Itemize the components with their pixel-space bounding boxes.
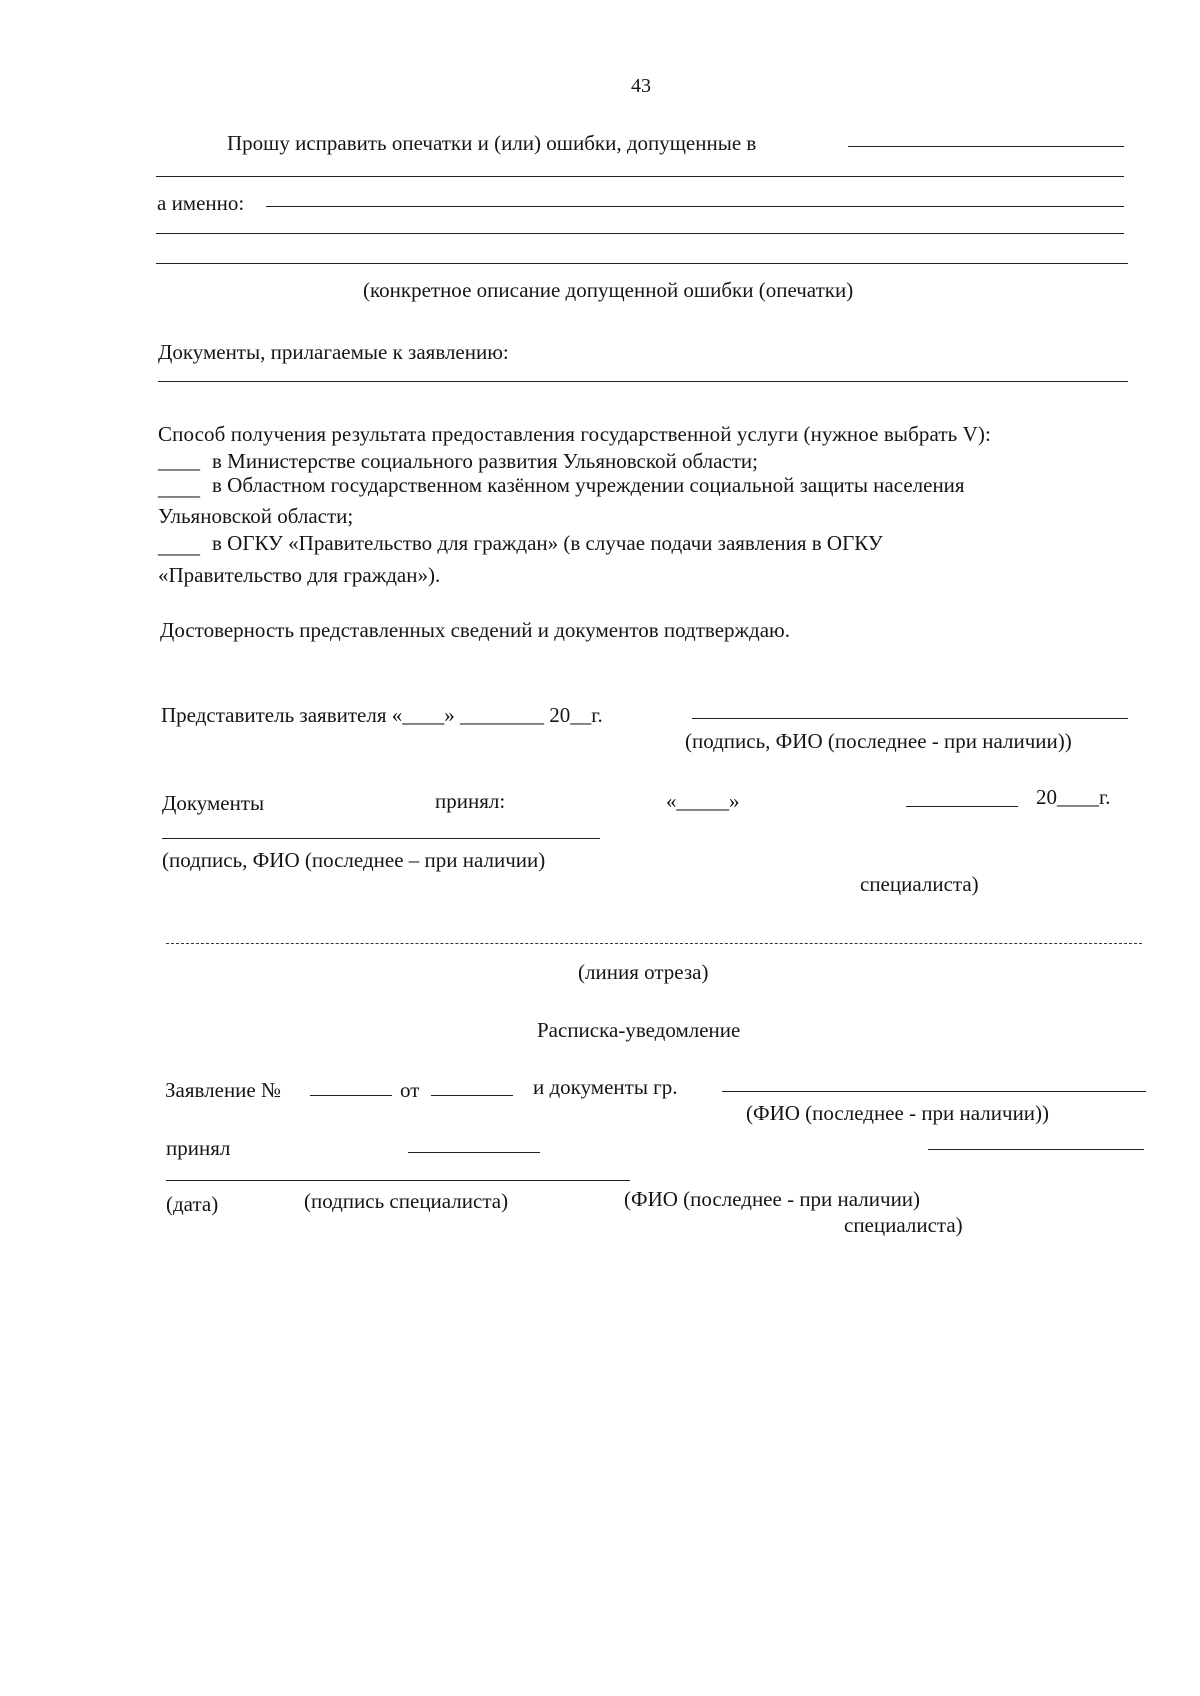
- receipt-accepted-date-line: [166, 1180, 630, 1181]
- docs-accepted-year: 20____г.: [1036, 785, 1111, 809]
- receipt-title: Расписка-уведомление: [537, 1018, 741, 1042]
- error-description-caption: (конкретное описание допущенной ошибки (опечатки): [363, 278, 854, 302]
- docs-accepted-caption-left: (подпись, ФИО (последнее – при наличии): [162, 848, 546, 872]
- cut-line: [166, 943, 1142, 944]
- option-2-text: в Областном государственном казённом учреждении социальной защиты населения: [212, 473, 965, 497]
- receipt-docs-label: и документы гр.: [533, 1075, 678, 1099]
- request-blank-line-2: [156, 176, 1124, 177]
- receipt-fio-caption: (ФИО (последнее - при наличии)): [746, 1101, 1050, 1125]
- representative-signature-line: [692, 718, 1128, 719]
- receipt-from-date-line: [431, 1095, 513, 1096]
- receipt-signature-caption: (подпись специалиста): [304, 1189, 509, 1213]
- receipt-method-heading: Способ получения результата предоставления государственной услуги (нужное выбрать V):: [158, 422, 991, 446]
- docs-accepted-word: Документы: [162, 791, 265, 815]
- option-1-text: в Министерстве социального развития Ульяновской области;: [212, 449, 758, 473]
- request-blank-line-1: [848, 146, 1124, 147]
- namely-label: а именно:: [157, 191, 245, 215]
- option-3-blank: ____: [158, 534, 200, 558]
- option-3-text-cont: «Правительство для граждан»).: [158, 563, 441, 587]
- docs-accepted-verb: принял:: [435, 789, 506, 813]
- option-3-text: в ОГКУ «Правительство для граждан» (в случае подачи заявления в ОГКУ: [212, 531, 883, 555]
- receipt-fio-line: [722, 1091, 1146, 1092]
- receipt-application-number-line: [310, 1095, 392, 1096]
- namely-blank-line-2: [156, 233, 1124, 234]
- receipt-accepted-sign-line: [408, 1152, 540, 1153]
- attached-docs-label: Документы, прилагаемые к заявлению:: [158, 340, 509, 364]
- confirmation-text: Достоверность представленных сведений и документов подтверждаю.: [160, 618, 790, 642]
- attached-docs-blank-line: [158, 381, 1128, 382]
- receipt-date-caption: (дата): [166, 1192, 219, 1216]
- namely-blank-line-1: [266, 206, 1124, 207]
- namely-blank-line-3: [156, 263, 1128, 264]
- option-1-blank: ____: [158, 449, 200, 473]
- option-2-blank: ____: [158, 476, 200, 500]
- representative-caption: (подпись, ФИО (последнее - при наличии)): [685, 729, 1072, 753]
- page-number: 43: [631, 75, 651, 97]
- receipt-from-label: от: [400, 1078, 420, 1102]
- receipt-accepted-fio-line: [928, 1149, 1144, 1150]
- receipt-accepted-label: принял: [166, 1136, 231, 1160]
- cut-line-caption: (линия отреза): [578, 960, 709, 984]
- representative-label: Представитель заявителя «____» ________ 20__г.: [161, 703, 603, 727]
- receipt-specialist-fio-caption: (ФИО (последнее - при наличии): [624, 1187, 921, 1211]
- request-intro: Прошу исправить опечатки и (или) ошибки, допущенные в: [227, 131, 757, 155]
- receipt-application-label: Заявление №: [165, 1078, 282, 1102]
- docs-accepted-signature-line: [162, 838, 600, 839]
- docs-accepted-date-quotes: «_____»: [666, 789, 740, 813]
- option-2-text-cont: Ульяновской области;: [158, 504, 354, 528]
- docs-accepted-caption-right: специалиста): [860, 872, 979, 896]
- receipt-specialist-fio-caption-cont: специалиста): [844, 1213, 963, 1237]
- docs-accepted-month-line: [906, 806, 1018, 807]
